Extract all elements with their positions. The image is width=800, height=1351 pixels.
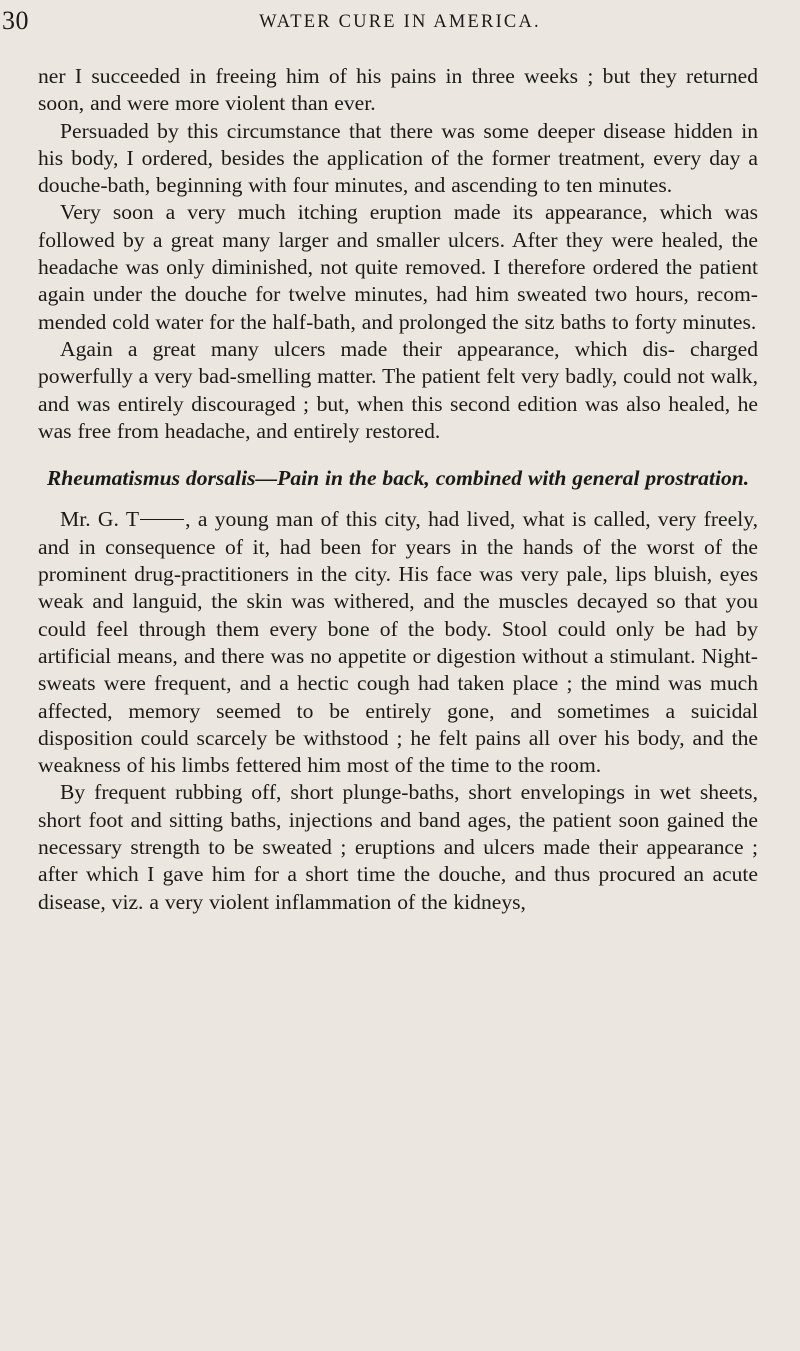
paragraph-treatment: By frequent rubbing off, short plunge-baths, short envelopings in wet sheets, short foot and sitting baths, injections and band ages, the patient soon gained the necessary strength to be sweated ; eruptions and ulcers made their appearance ; after which I gave him for a short time the douche, and thus procured an acute disease, viz. a very violent inflammation of the kidneys, — [38, 780, 758, 914]
body-text — [38, 63, 758, 916]
running-title: WATER CURE IN AMERICA. — [259, 12, 541, 32]
paragraph-douche-bath: Persuaded by this circumstance that there was some deeper disease hidden in his body, I ordered, besides the application of the former treatment, every day a douche-bath, beginning with four minutes, and ascending to ten minutes. — [38, 118, 758, 198]
patient-name: Mr. G. T — [60, 507, 140, 532]
page-number: 30 — [2, 6, 29, 35]
running-head — [0, 6, 800, 36]
paragraph-eruption: Very soon a very much itching eruption made its appearance, which was followed by a great many larger and smaller ulcers. After they were healed, the headache was only diminished, not quite removed. I therefore ordered the patient again under the douche for twelve minutes, had him sweated two hours, recom- mended cold water for the half-bath, and prolonged the sitz baths to forty minutes. — [38, 200, 758, 334]
paragraph-case-description — [38, 506, 758, 779]
case-description-text: , a young man of this city, had lived, what is called, very freely, and in consequence of it, had been for years in the hands of the worst of the prominent drug-practitioners in the city. His face was very pale, lips bluish, eyes weak and languid, the skin was withered, and the muscles decayed so that you could feel through them every bone of the body. Stool could only be had by artificial means, and there was no appetite or digestion without a stimulant. Night-sweats were frequent, and a hectic cough had taken place ; the mind was much affected, memory seemed to be entirely gone, and sometimes a suicidal disposition could scarcely be withstood ; he felt pains all over his body, and the weakness of his limbs fettered him most of the time to the room. — [38, 507, 758, 778]
name-dash — [140, 519, 184, 520]
section-heading: Rheumatismus dorsalis—Pain in the back, combined with general prostration. — [46, 466, 750, 491]
paragraph-ulcers: Again a great many ulcers made their appearance, which dis- charged powerfully a very bad-smelling matter. The patient felt very badly, could not walk, and was entirely discouraged ; but, when this second edition was also healed, he was free from headache, and entirely restored. — [38, 336, 758, 443]
paragraph-continued: ner I succeeded in freeing him of his pains in three weeks ; but they returned soon, and were more violent than ever. — [38, 64, 758, 116]
